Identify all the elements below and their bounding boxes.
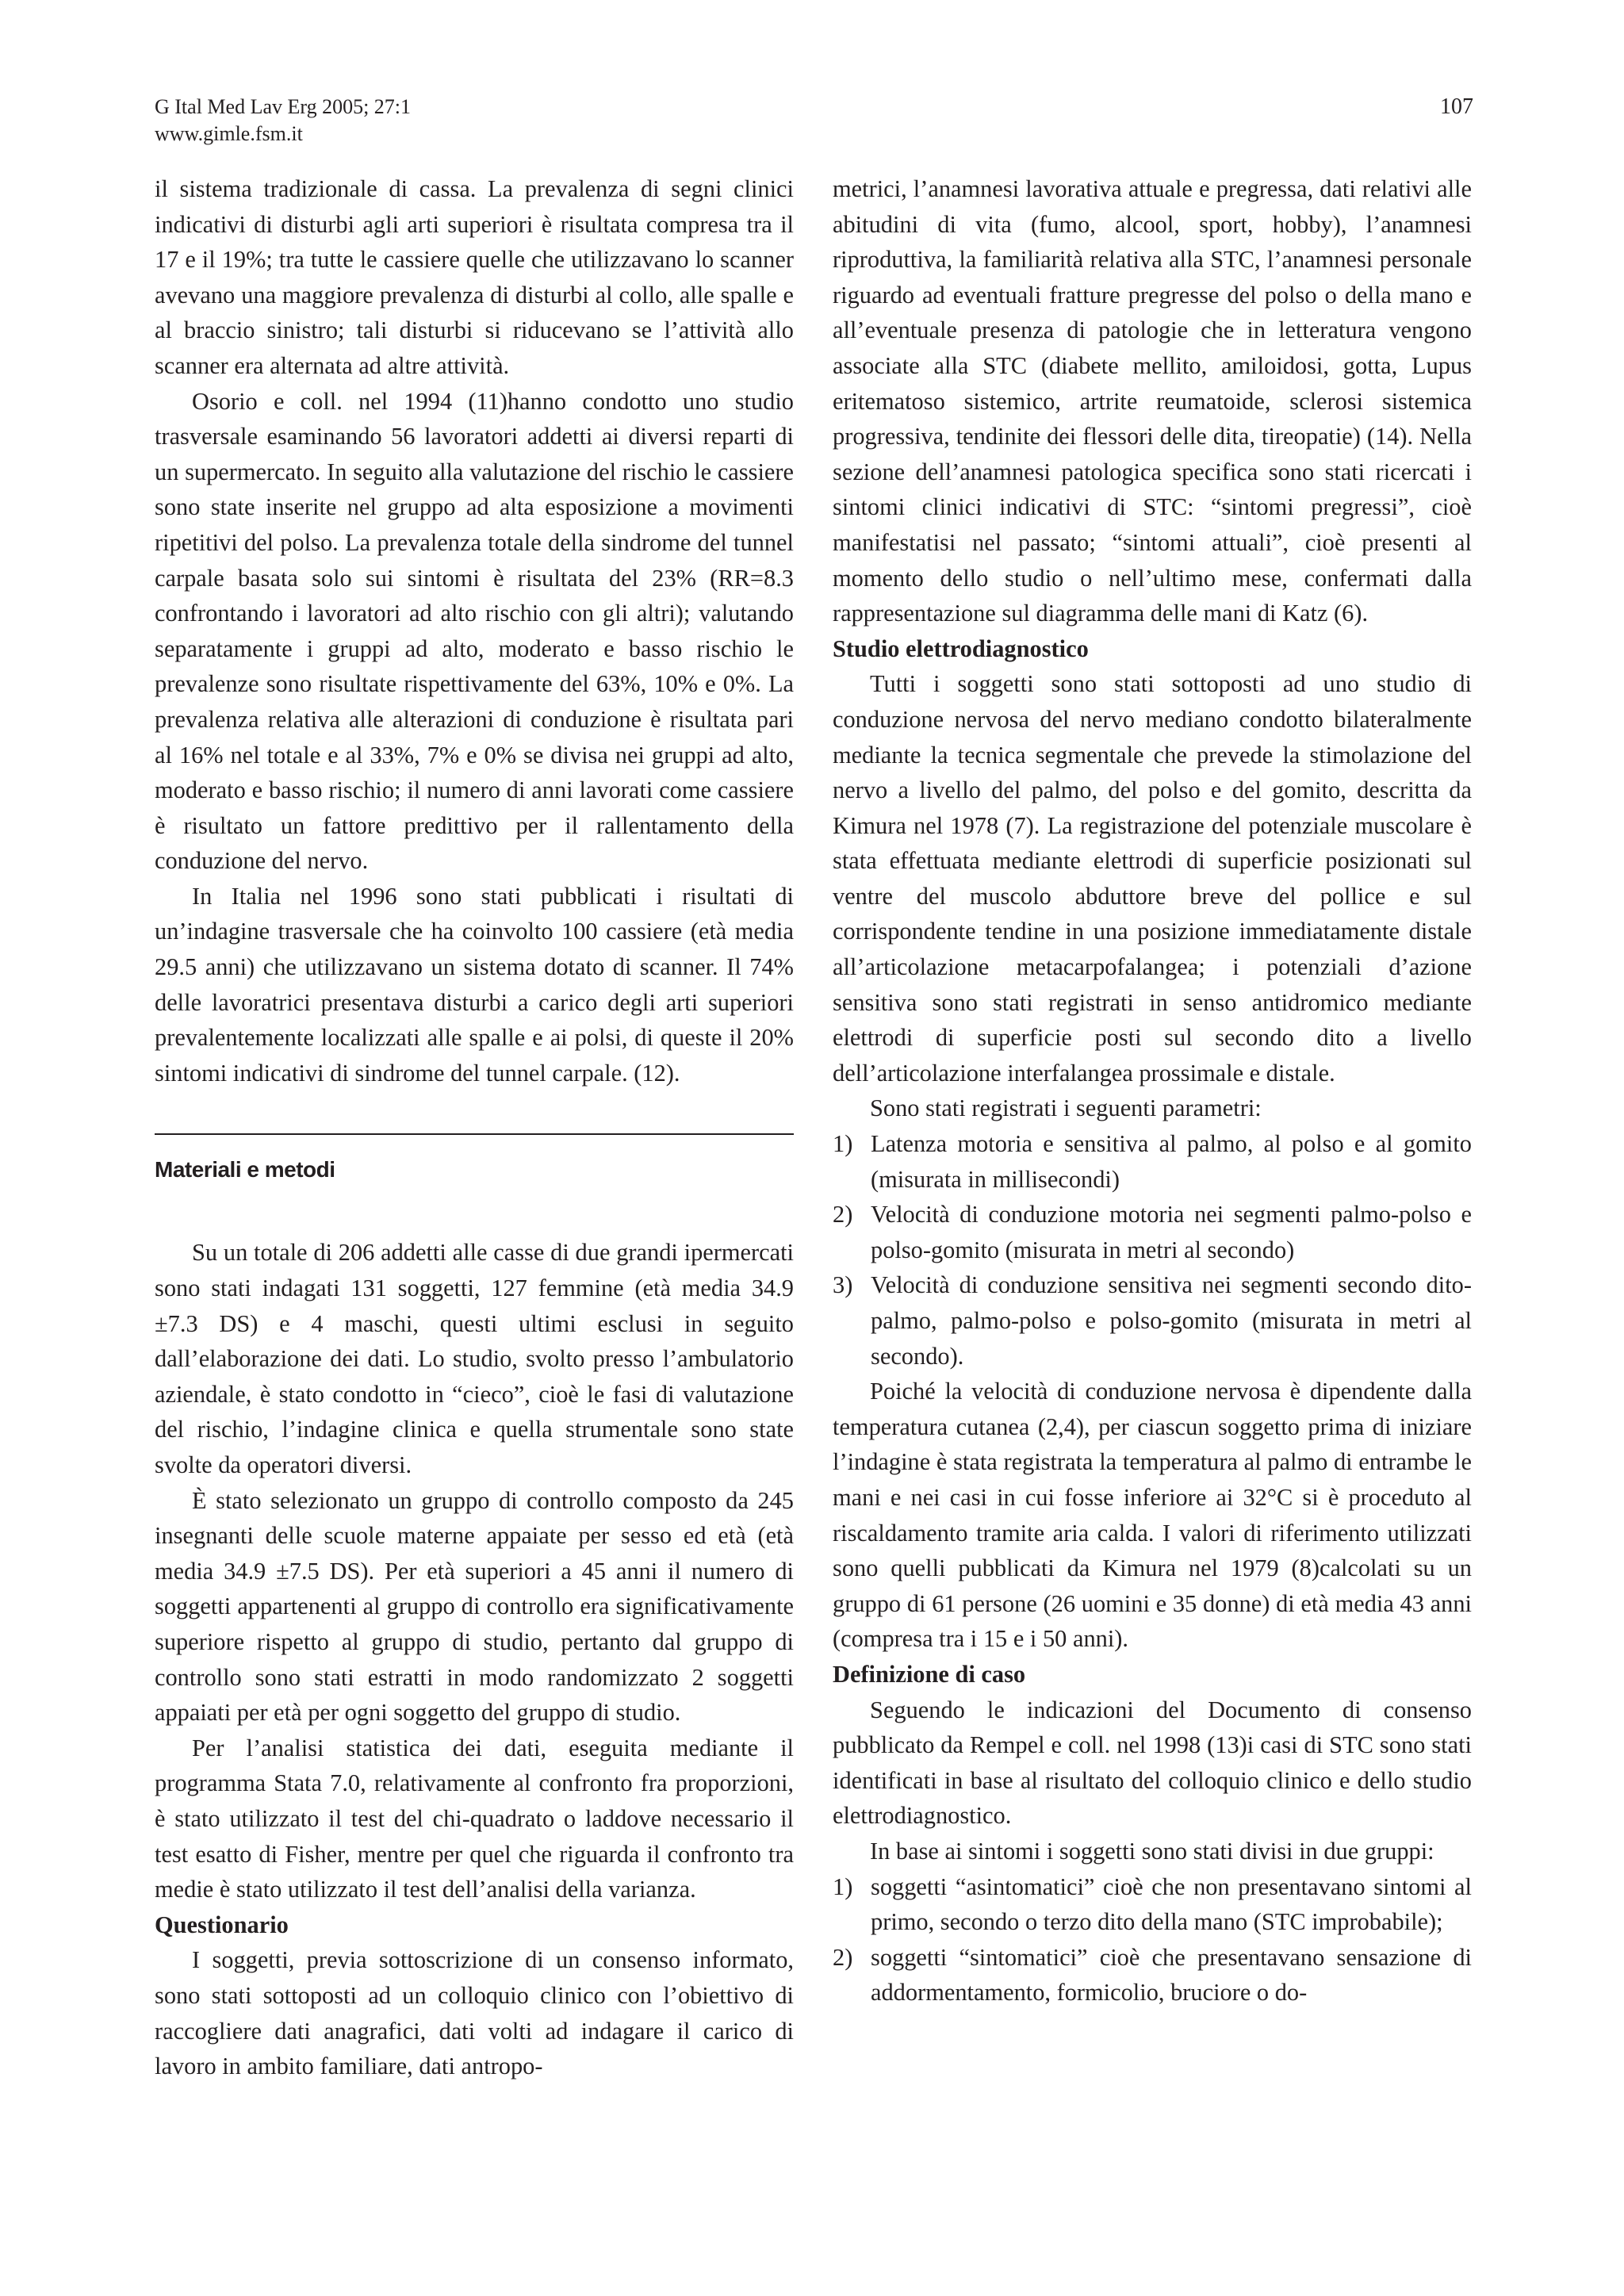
questionario-paragraph: I soggetti, previa sottoscrizione di un consenso informato, sono stati sottoposti ad un colloquio clinico con l’obiettivo di raccogliere dati anagrafici, dati volti ad indagare il carico di lavoro in ambito familiare, dati antropo- [155, 1946, 794, 2080]
list-text: Latenza motoria e sensitiva al palmo, al polso e al gomito (misurata in millisecondi) [871, 1130, 1472, 1193]
list-text: Velocità di conduzione motoria nei segmenti palmo-polso e polso-gomito (misurata in metri al secondo) [871, 1201, 1472, 1263]
left-column [155, 171, 794, 2084]
list-number: 2) [833, 1943, 853, 1971]
section-divider [155, 1133, 794, 1135]
subsection-title-definizione: Definizione di caso [833, 1660, 1026, 1688]
list-item [833, 1940, 1472, 2010]
list-item [833, 1869, 1472, 1940]
list-item [833, 1126, 1472, 1197]
parametri-intro: Sono stati registrati i seguenti parametri: [870, 1094, 1262, 1122]
temperatura-paragraph: Poiché la velocità di conduzione nervosa è dipendente dalla temperatura cutanea (2,4), per ciascun soggetto prima di iniziare l’indagine è stata registrata la temperatura al palmo di entrambe le mani e nei casi in cui fosse inferiore ai 32°C si è proceduto al riscaldamento tramite aria calda. I valori di riferimento utilizzati sono quelli pubblicati da Kimura nel 1979 (8)calcolati su un gruppo di 61 persone (26 uomini e 35 donne) di età media 43 anni (compresa tra i 15 e i 50 anni). [833, 1378, 1472, 1653]
list-number: 3) [833, 1271, 853, 1299]
right-column [833, 171, 1472, 2010]
running-header [155, 94, 411, 148]
gruppi-intro: In base ai sintomi i soggetti sono stati divisi in due gruppi: [870, 1837, 1434, 1865]
journal-citation: G Ital Med Lav Erg 2005; 27:1 [155, 95, 412, 118]
list-number: 1) [833, 1872, 853, 1900]
osorio-paragraph: Osorio e coll. nel 1994 (11)hanno condotto uno studio trasversale esaminando 56 lavoratori addetti ai diversi reparti di un supermercato. In seguito alla valutazione del rischio le cassiere sono state inserite nel gruppo ad alta esposizione a movimenti ripetitivi del polso. La prevalenza totale della sindrome del tunnel carpale basata solo sui sintomi è risultata del 23% (RR=8.3 confrontando i lavoratori ad alto rischio con gli altri); valutando separatamente i gruppi ad alto, moderato e basso rischio le prevalenze sono risultate rispettivamente del 63%, 10% e 0%. La prevalenza relativa alle alterazioni di conduzione è risultata pari al 16% nel totale e al 33%, 7% e 0% se divisa nei gruppi ad alto, moderato e basso rischio; il numero di anni lavorati come cassiere è risultato un fattore predittivo per il rallentamento della conduzione del nervo. [155, 387, 794, 875]
parametri-list [833, 1126, 1472, 1374]
list-item [833, 1197, 1472, 1267]
list-text: soggetti “sintomatici” cioè che presentavano sensazione di addormentamento, formicolio, bruciore o do- [871, 1943, 1472, 2007]
list-text: Velocità di conduzione sensitiva nei segmenti secondo dito-palmo, palmo-polso e polso-gomito (misurata in metri al secondo). [871, 1271, 1472, 1370]
studio-paragraph: Tutti i soggetti sono stati sottoposti ad uno studio di conduzione nervosa del nervo mediano condotto bilateralmente mediante la tecnica segmentale che prevede la stimolazione del nervo a livello del palmo, del polso e del gomito, descritta da Kimura nel 1978 (7). La registrazione del potenziale muscolare è stata effettuata mediante elettrodi di superficie posizionati sul ventre del muscolo abduttore breve del pollice e sul corrispondente tendine in una posizione immediatamente distale all’articolazione metacarpofalangea; i potenziali d’azione sensitiva sono stati registrati in senso antidromico mediante elettrodi di superficie posti sul secondo dito a livello dell’articolazione interfalangea prossimale e distale. [833, 670, 1472, 1087]
section-title-materiali-metodi: Materiali e metodi [155, 1157, 335, 1182]
continuation-paragraph: metrici, l’anamnesi lavorativa attuale e pregressa, dati relativi alle abitudini di vita (fumo, alcool, sport, hobby), l’anamnesi riproduttiva, la familiarità relativa alla STC, l’anamnesi personale riguardo ad eventuali fratture pregresse del polso o della mano e all’eventuale presenza di patologie che in letteratura vengono associate alla STC (diabete mellito, amiloidosi, gotta, Lupus eritematoso sistemico, artrite reumatoide, sclerosi sistemica progressiva, tendinite dei flessori delle dita, tireopatie) (14). Nella sezione dell’anamnesi patologica specifica sono stati ricercati i sintomi clinici indicativi di STC: “sintomi pregressi”, cioè manifestatisi nel passato; “sintomi attuali”, cioè presenti al momento dello studio o nell’ultimo mese, confermati dalla rappresentazione sul diagramma delle mani di Katz (6). [833, 175, 1472, 627]
gruppi-list [833, 1869, 1472, 2010]
list-number: 1) [833, 1130, 853, 1158]
journal-website: www.gimle.fsm.it [155, 122, 303, 145]
intro-paragraph: il sistema tradizionale di cassa. La prevalenza di segni clinici indicativi di disturbi agli arti superiori è risultata compresa tra il 17 e il 19%; tra tutte le cassiere quelle che utilizzavano lo scanner avevano una maggiore prevalenza di disturbi al collo, alle spalle e al braccio sinistro; tali disturbi si riducevano se l’attività allo scanner era alternata ad altre attività. [155, 175, 794, 379]
subsection-title-studio: Studio elettrodiagnostico [833, 634, 1089, 662]
page-number: 107 [1440, 94, 1473, 119]
definizione-paragraph: Seguendo le indicazioni del Documento di consenso pubblicato da Rempel e coll. nel 1998 (13)i casi di STC sono stati identificati in base al risultato del colloquio clinico e dello studio elettrodiagnostico. [833, 1696, 1472, 1830]
list-text: soggetti “asintomatici” cioè che non presentavano sintomi al primo, secondo o terzo dito della mano (STC improbabile); [871, 1872, 1472, 1936]
methods-paragraph: Su un totale di 206 addetti alle casse di due grandi ipermercati sono stati indagati 131 soggetti, 127 femmine (età media 34.9 ±7.3 DS) e 4 maschi, questi ultimi esclusi in seguito dall’elaborazione dei dati. Lo studio, svolto presso l’ambulatorio aziendale, è stato condotto in “cieco”, cioè le fasi di valutazione del rischio, l’indagine clinica e quella strumentale sono state svolte da operatori diversi. [155, 1239, 794, 1478]
statistics-paragraph: Per l’analisi statistica dei dati, eseguita mediante il programma Stata 7.0, relativamente al confronto fra proporzioni, è stato utilizzato il test del chi-quadrato o laddove necessario il test esatto di Fisher, mentre per quel che riguarda il confronto tra medie è stato utilizzato il test dell’analisi della varianza. [155, 1734, 794, 1903]
list-number: 2) [833, 1201, 853, 1228]
subsection-title-questionario: Questionario [155, 1911, 289, 1938]
list-item [833, 1267, 1472, 1374]
italia-paragraph: In Italia nel 1996 sono stati pubblicati i risultati di un’indagine trasversale che ha coinvolto 100 cassiere (età media 29.5 anni) che utilizzavano un sistema dotato di scanner. Il 74% delle lavoratrici presentava disturbi a carico degli arti superiori prevalentemente localizzati alle spalle e ai polsi, di queste il 20% sintomi indicativi di sindrome del tunnel carpale. (12). [155, 882, 794, 1087]
control-group-paragraph: È stato selezionato un gruppo di controllo composto da 245 insegnanti delle scuole materne appaiate per sesso ed età (età media 34.9 ±7.5 DS). Per età superiori a 45 anni il numero di soggetti appartenenti al gruppo di controllo era significativamente superiore rispetto al gruppo di studio, pertanto dal gruppo di controllo sono stati estratti in modo randomizzato 2 soggetti appaiati per età per ogni soggetto del gruppo di studio. [155, 1486, 794, 1727]
